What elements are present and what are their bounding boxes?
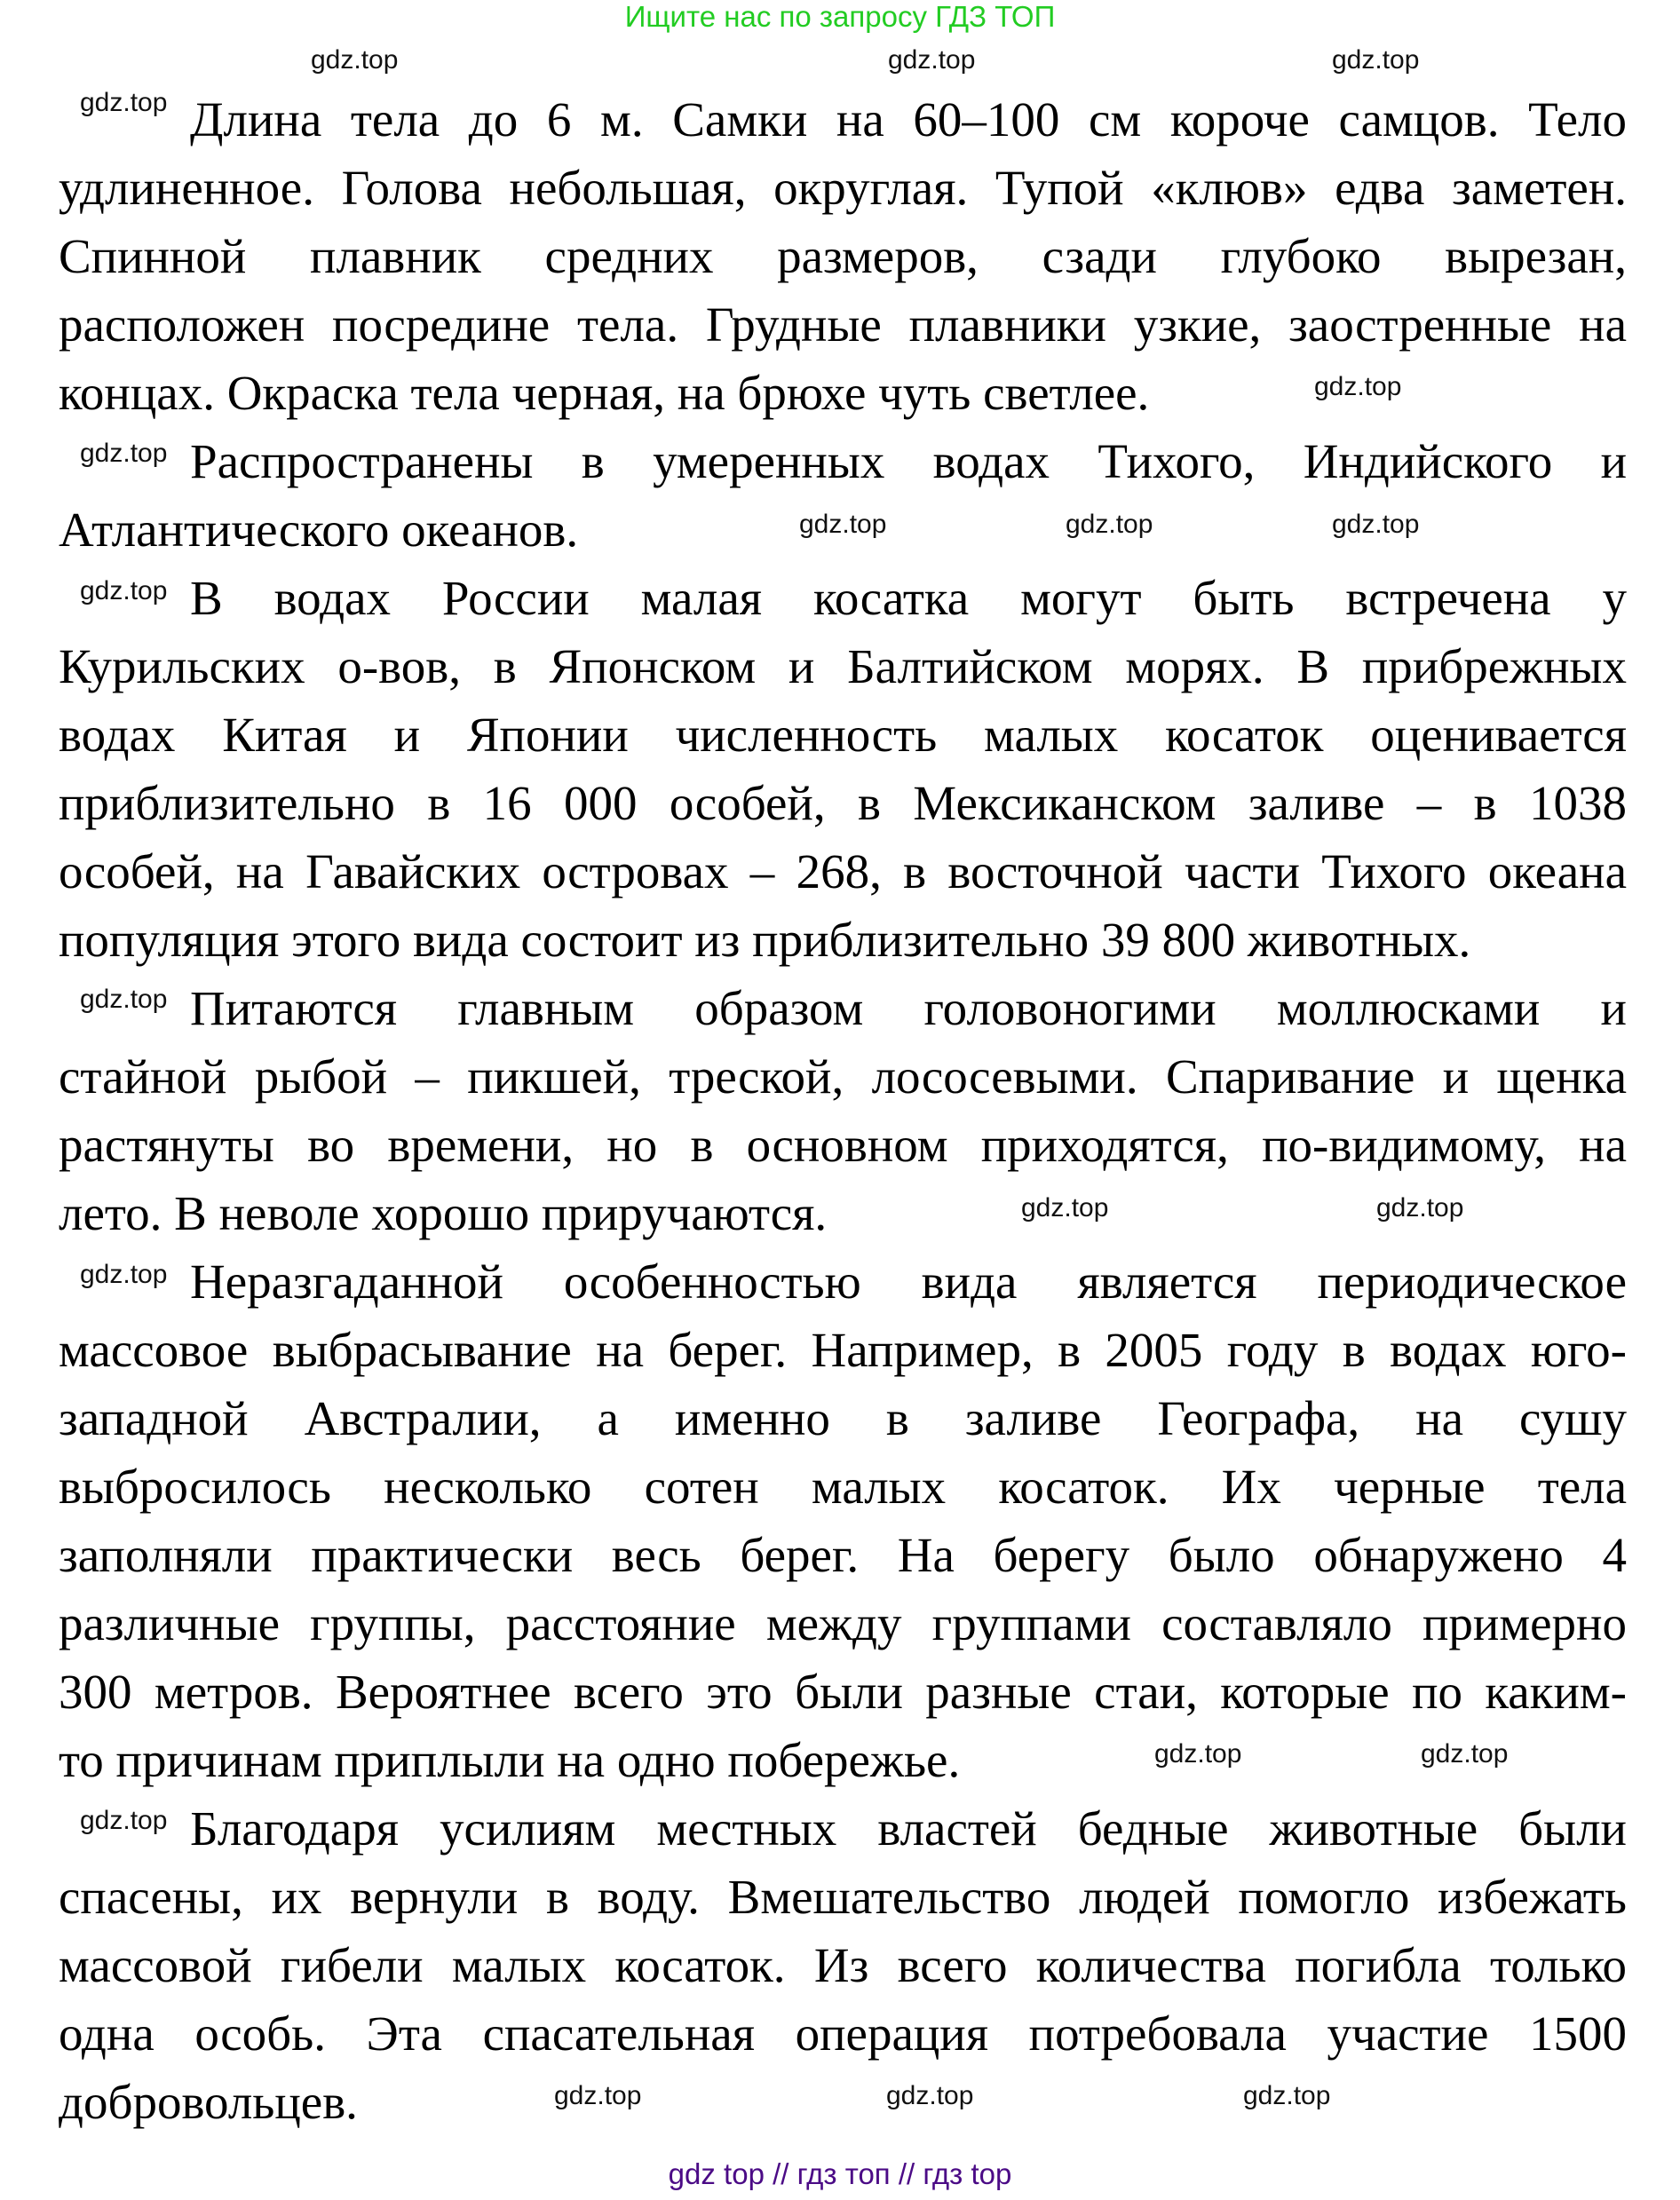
text-line: Распространены в умеренных водах Тихого, Индийского и <box>190 434 1627 488</box>
text-line: Длина тела до 6 м. Самки на 60–100 см короче самцов. Тело <box>190 92 1627 146</box>
paragraph <box>59 1794 1627 2136</box>
text-line: то причинам приплыли на одно побережье. <box>59 1733 961 1787</box>
text-line: Курильских о-вов, в Японском и Балтийском морях. В прибрежных <box>59 639 1627 693</box>
watermark: gdz.top <box>80 985 168 1014</box>
search-banner: Ищите нас по запросу ГДЗ ТОП <box>624 0 1056 33</box>
watermark: gdz.top <box>1314 372 1402 401</box>
watermark: gdz.top <box>1332 510 1420 539</box>
text-line: массовой гибели малых косаток. Из всего количества погибла только <box>59 1938 1627 1992</box>
text-line: Благодаря усилиям местных властей бедные животные были <box>190 1801 1627 1856</box>
watermark: gdz.top <box>80 576 168 605</box>
watermark: gdz.top <box>1066 510 1153 539</box>
watermark: gdz.top <box>1154 1739 1242 1769</box>
paragraph <box>59 1247 1627 1794</box>
text-line: особей, на Гавайских островах – 268, в восточной части Тихого океана <box>59 844 1627 898</box>
text-line: концах. Окраска тела черная, на брюхе чуть светлее. <box>59 366 1150 420</box>
watermark: gdz.top <box>311 45 399 75</box>
watermark: gdz.top <box>80 88 168 117</box>
text-line: популяция этого вида состоит из приблизительно 39 800 животных. <box>59 913 1471 967</box>
watermark: gdz.top <box>1021 1193 1109 1223</box>
watermark: gdz.top <box>80 1260 168 1289</box>
text-line: Спинной плавник средних размеров, сзади глубоко вырезан, <box>59 229 1627 283</box>
watermark: gdz.top <box>80 1806 168 1835</box>
text-line: одна особь. Эта спасательная операция потребовала участие 1500 <box>59 2006 1627 2061</box>
text-line: заполняли практически весь берег. На берегу было обнаружено 4 <box>59 1528 1627 1582</box>
text-line: В водах России малая косатка могут быть встречена у <box>190 571 1627 625</box>
text-line: стайной рыбой – пикшей, треской, лососевыми. Спаривание и щенка <box>59 1049 1627 1104</box>
text-line: приблизительно в 16 000 особей, в Мексиканском заливе – в 1038 <box>59 776 1627 830</box>
watermark: gdz.top <box>1376 1193 1464 1223</box>
text-line: лето. В неволе хорошо приручаются. <box>59 1186 828 1240</box>
text-line: западной Австралии, а именно в заливе Географа, на сушу <box>59 1391 1627 1445</box>
watermark: gdz.top <box>1421 1739 1509 1769</box>
text-line: добровольцев. <box>59 2075 358 2129</box>
text-line: Неразгаданной особенностью вида является периодическое <box>190 1254 1627 1309</box>
text-line: Атлантического океанов. <box>59 503 579 557</box>
watermark: gdz.top <box>1243 2081 1331 2110</box>
text-line: расположен посредине тела. Грудные плавники узкие, заостренные на <box>59 297 1627 352</box>
text-line: Питаются главным образом головоногими моллюсками и <box>190 981 1627 1035</box>
text-line: 300 метров. Вероятнее всего это были разные стаи, которые по каким- <box>59 1665 1627 1719</box>
paragraph <box>59 564 1627 974</box>
text-line: выбросилось несколько сотен малых косаток. Их черные тела <box>59 1460 1627 1514</box>
text-line: удлиненное. Голова небольшая, округлая. Тупой «клюв» едва заметен. <box>59 161 1627 215</box>
text-line: различные группы, расстояние между группами составляло примерно <box>59 1596 1627 1650</box>
watermark: gdz.top <box>1332 45 1420 75</box>
text-line: спасены, их вернули в воду. Вмешательство людей помогло избежать <box>59 1870 1627 1924</box>
text-line: массовое выбрасывание на берег. Например, в 2005 году в водах юго- <box>59 1323 1627 1377</box>
watermark: gdz.top <box>888 45 976 75</box>
watermark: gdz.top <box>554 2081 642 2110</box>
footer-banner: gdz top // гдз топ // гдз top <box>668 2157 1012 2190</box>
text-line: растянуты во времени, но в основном приходятся, по-видимому, на <box>59 1118 1627 1172</box>
watermark: gdz.top <box>80 439 168 468</box>
text-line: водах Китая и Японии численность малых косаток оценивается <box>59 708 1627 762</box>
watermark: gdz.top <box>799 510 887 539</box>
paragraph <box>59 427 1627 564</box>
watermark: gdz.top <box>886 2081 974 2110</box>
